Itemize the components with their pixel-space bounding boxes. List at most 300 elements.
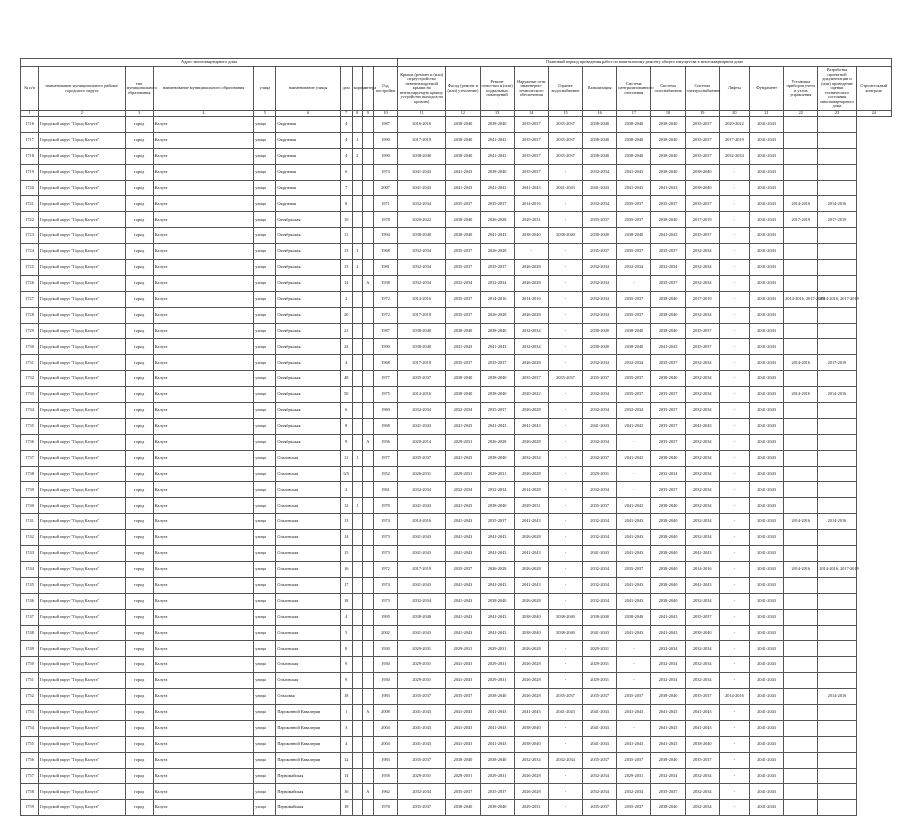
work-period-cell: 2026-2028 xyxy=(514,530,548,546)
work-period-cell xyxy=(784,275,818,291)
building-number-cell xyxy=(352,387,362,403)
work-period-cell: 2041-2043 xyxy=(398,164,446,180)
work-period-cell: 2041-2043 xyxy=(446,450,480,466)
work-period-cell: 2041-2043 xyxy=(398,720,446,736)
work-period-cell: 2032-2034 xyxy=(398,784,446,800)
work-period-cell: 2041-2043 xyxy=(749,307,783,323)
work-period-cell: 2038-2040 xyxy=(651,132,685,148)
work-period-cell: 2041-2043 xyxy=(749,530,783,546)
col-number: 8 xyxy=(352,111,362,117)
house-number-cell: 24 xyxy=(340,339,352,355)
work-period-cell: 2038-2040 xyxy=(398,609,446,625)
work-period-cell xyxy=(818,546,856,562)
work-period-cell: 2035-2037 xyxy=(651,387,685,403)
work-period-cell: 2026-2028 xyxy=(514,689,548,705)
work-period-cell xyxy=(784,720,818,736)
work-period-cell: 2035-2037 xyxy=(651,244,685,260)
district-name-cell: Городской округ "Город Калуга" xyxy=(39,196,125,212)
work-period-cell xyxy=(784,450,818,466)
col-number: 7 xyxy=(340,111,352,117)
district-name-cell: Городской округ "Город Калуга" xyxy=(39,784,125,800)
street-name-cell: Октябрьская xyxy=(276,244,340,260)
work-period-cell: 2035-2037 xyxy=(480,784,514,800)
work-period-cell: 2038-2040 xyxy=(548,625,582,641)
work-period-cell: 2035-2037 xyxy=(617,800,651,816)
work-period-cell: 2020-2014 xyxy=(398,434,446,450)
work-period-cell: 2038-2040 xyxy=(480,450,514,466)
work-period-cell: 2014-2016 xyxy=(818,514,856,530)
work-period-cell: 2038-2040 xyxy=(480,689,514,705)
work-period-cell: - xyxy=(617,275,651,291)
work-period-cell: 2035-2037 xyxy=(446,689,480,705)
municipality-name-cell: Калуга xyxy=(153,768,254,784)
street-type-cell: улица xyxy=(254,291,276,307)
building-number-cell xyxy=(352,291,362,307)
street-type-cell: улица xyxy=(254,514,276,530)
building-number-cell xyxy=(352,704,362,720)
work-period-cell: 2035-2037 xyxy=(617,561,651,577)
district-name-cell: Городской округ "Город Калуга" xyxy=(39,577,125,593)
table-row xyxy=(21,228,892,244)
work-period-cell: 2041-2043 xyxy=(749,339,783,355)
work-period-cell: 2041-2043 xyxy=(749,148,783,164)
work-period-cell: - xyxy=(617,673,651,689)
work-period-cell: 2038-2040 xyxy=(446,212,480,228)
municipality-name-cell: Калуга xyxy=(153,704,254,720)
work-period-cell xyxy=(818,164,856,180)
house-number-cell: 12 xyxy=(340,498,352,514)
building-number-cell: 1 xyxy=(352,244,362,260)
letter-cell xyxy=(362,689,373,705)
work-period-cell: - xyxy=(719,434,749,450)
work-period-cell: 2041-2043 xyxy=(617,736,651,752)
street-type-cell: улица xyxy=(254,657,276,673)
work-period-cell: 2032-2034 xyxy=(583,307,617,323)
building-number-cell xyxy=(352,736,362,752)
district-name-cell: Городской округ "Город Калуга" xyxy=(39,625,125,641)
district-name-cell: Городской округ "Город Калуга" xyxy=(39,768,125,784)
house-number-cell: 21 xyxy=(340,323,352,339)
row-number-cell: 1750 xyxy=(21,657,39,673)
district-name-cell: Городской округ "Город Калуга" xyxy=(39,466,125,482)
work-period-cell: - xyxy=(719,450,749,466)
work-period-cell: 2035-2037 xyxy=(685,132,719,148)
street-type-cell: улица xyxy=(254,196,276,212)
house-number-cell: 13 xyxy=(340,260,352,276)
work-period-cell: 2041-2043 xyxy=(749,323,783,339)
work-period-cell: 2038-2040 xyxy=(480,593,514,609)
work-period-cell: 2035-2037 xyxy=(651,275,685,291)
street-name-cell: Октябрьская xyxy=(276,387,340,403)
work-period-cell: 2038-2040 xyxy=(514,736,548,752)
letter-cell xyxy=(362,609,373,625)
work-period-cell: 2041-2043 xyxy=(617,418,651,434)
construction-year-cell: 2004 xyxy=(373,736,397,752)
district-name-cell: Городской округ "Город Калуга" xyxy=(39,355,125,371)
municipality-name-cell: Калуга xyxy=(153,577,254,593)
work-period-cell: 2035-2037 xyxy=(398,800,446,816)
district-name-cell: Городской округ "Город Калуга" xyxy=(39,291,125,307)
district-name-cell: Городской округ "Город Калуга" xyxy=(39,260,125,276)
work-period-cell: 2029-2031 xyxy=(480,641,514,657)
work-period-cell: - xyxy=(719,307,749,323)
work-period-cell: 2026-2028 xyxy=(514,275,548,291)
work-period-cell xyxy=(818,339,856,355)
work-period-cell: 2032-2034 xyxy=(685,371,719,387)
work-period-cell: 2041-2043 xyxy=(583,625,617,641)
work-period-cell: - xyxy=(548,355,582,371)
district-name-cell: Городской округ "Город Калуга" xyxy=(39,371,125,387)
work-period-cell: - xyxy=(719,546,749,562)
table-row xyxy=(21,132,892,148)
col-header: улица xyxy=(254,67,276,111)
construction-year-cell: 1977 xyxy=(373,450,397,466)
construction-year-cell: 1978 xyxy=(373,800,397,816)
work-period-cell: 2041-2043 xyxy=(749,212,783,228)
district-name-cell: Городской округ "Город Калуга" xyxy=(39,212,125,228)
work-period-cell: 2041-2043 xyxy=(446,609,480,625)
table-row xyxy=(21,339,892,355)
work-period-cell xyxy=(818,593,856,609)
col-number: 6 xyxy=(276,111,340,117)
municipality-type-cell: город xyxy=(125,148,153,164)
work-period-cell: 2032-2034 xyxy=(583,355,617,371)
house-number-cell: 14 xyxy=(340,275,352,291)
work-period-cell: 2035-2037 xyxy=(514,148,548,164)
district-name-cell: Городской округ "Город Калуга" xyxy=(39,434,125,450)
street-name-cell: Октябрьская xyxy=(276,275,340,291)
letter-cell xyxy=(362,625,373,641)
work-period-cell: 2035-2037 xyxy=(583,498,617,514)
municipality-type-cell: город xyxy=(125,323,153,339)
letter-cell xyxy=(362,228,373,244)
table-row xyxy=(21,387,892,403)
work-period-cell: 2041-2043 xyxy=(480,180,514,196)
work-period-cell: 2029-2031 xyxy=(446,641,480,657)
work-period-cell: 2038-2040 xyxy=(446,148,480,164)
work-period-cell: 2041-2043 xyxy=(446,593,480,609)
work-period-cell: 2041-2043 xyxy=(398,625,446,641)
work-period-cell: 2035-2037 xyxy=(480,355,514,371)
construction-year-cell: 1990 xyxy=(373,148,397,164)
street-type-cell: улица xyxy=(254,148,276,164)
street-type-cell: улица xyxy=(254,450,276,466)
building-number-cell xyxy=(352,355,362,371)
work-period-cell xyxy=(818,228,856,244)
municipality-name-cell: Калуга xyxy=(153,418,254,434)
work-period-cell: 2017-2019 xyxy=(719,132,749,148)
work-period-cell: 2032-2037 xyxy=(583,450,617,466)
work-period-cell: 2041-2043 xyxy=(446,577,480,593)
table-row xyxy=(21,323,892,339)
work-period-cell: - xyxy=(548,720,582,736)
work-period-cell: - xyxy=(548,212,582,228)
work-period-cell: 2032-2034 xyxy=(514,323,548,339)
work-period-cell xyxy=(784,752,818,768)
municipality-type-cell: город xyxy=(125,704,153,720)
letter-cell xyxy=(362,387,373,403)
street-name-cell: Окружная xyxy=(276,180,340,196)
table-row xyxy=(21,530,892,546)
municipality-name-cell: Калуга xyxy=(153,387,254,403)
work-period-cell: 2038-2040 xyxy=(583,609,617,625)
table-row xyxy=(21,148,892,164)
letter-cell xyxy=(362,641,373,657)
row-number-cell: 1731 xyxy=(21,355,39,371)
work-period-cell: 2041-2043 xyxy=(685,577,719,593)
work-period-cell: 2032-2034 xyxy=(685,260,719,276)
work-period-cell: 2026-2028 xyxy=(514,260,548,276)
building-number-cell xyxy=(352,371,362,387)
building-number-cell xyxy=(352,800,362,816)
work-period-cell: 2035-2037 xyxy=(514,117,548,133)
work-period-cell: - xyxy=(548,800,582,816)
street-name-cell: Окружная xyxy=(276,196,340,212)
work-period-cell: - xyxy=(719,164,749,180)
work-period-cell: 2029-2031 xyxy=(446,466,480,482)
street-type-cell: улица xyxy=(254,307,276,323)
letter-cell xyxy=(362,323,373,339)
work-period-cell xyxy=(784,117,818,133)
work-period-cell: 2032-2034 xyxy=(685,307,719,323)
building-number-cell xyxy=(352,641,362,657)
construction-year-cell: 1952 xyxy=(373,466,397,482)
work-period-cell: 2035-2037 xyxy=(548,689,582,705)
row-number-cell: 1758 xyxy=(21,784,39,800)
work-period-cell: - xyxy=(548,434,582,450)
work-period-cell: 2038-2040 xyxy=(446,371,480,387)
work-period-cell: 2035-2037 xyxy=(583,212,617,228)
work-period-cell: 2032-2034 xyxy=(651,641,685,657)
work-period-cell: - xyxy=(548,784,582,800)
work-period-cell xyxy=(818,466,856,482)
work-period-cell: 2032-2034 xyxy=(583,275,617,291)
municipality-name-cell: Калуга xyxy=(153,196,254,212)
work-period-cell xyxy=(818,784,856,800)
work-period-cell xyxy=(818,673,856,689)
municipality-name-cell: Калуга xyxy=(153,530,254,546)
work-period-cell: 2014-2016, 2017-2019 xyxy=(818,561,856,577)
work-period-cell: 2035-2037 xyxy=(651,403,685,419)
work-period-cell: 2041-2043 xyxy=(514,418,548,434)
work-period-cell: 2041-2043 xyxy=(446,339,480,355)
work-period-cell: 2041-2043 xyxy=(480,625,514,641)
work-period-cell: 2035-2037 xyxy=(446,291,480,307)
work-period-cell xyxy=(784,339,818,355)
work-period-cell: 2032-2034 xyxy=(446,403,480,419)
work-period-cell: 2038-2040 xyxy=(651,530,685,546)
work-period-cell xyxy=(818,307,856,323)
street-name-cell: Октябрьская xyxy=(276,291,340,307)
col-number: 24 xyxy=(856,111,891,117)
work-period-cell: - xyxy=(548,307,582,323)
work-period-cell: 2032-2034 xyxy=(398,403,446,419)
work-period-cell: 2032-2034 xyxy=(685,403,719,419)
municipality-name-cell: Калуга xyxy=(153,323,254,339)
work-period-cell: 2041-2043 xyxy=(651,625,685,641)
house-number-cell: 5 xyxy=(340,625,352,641)
house-number-cell: 2 xyxy=(340,291,352,307)
work-period-cell: 2014-2016 xyxy=(514,196,548,212)
street-type-cell: улица xyxy=(254,371,276,387)
work-period-cell: 2032-2034 xyxy=(583,482,617,498)
work-period-cell: 2041-2043 xyxy=(749,291,783,307)
house-number-cell: 6 xyxy=(340,403,352,419)
col-header: Система газоснабжения xyxy=(651,67,685,111)
street-name-cell: Пароконной Кавалерии xyxy=(276,704,340,720)
street-name-cell: Октябрьская xyxy=(276,212,340,228)
work-period-cell: 2041-2043 xyxy=(749,689,783,705)
row-number-cell: 1753 xyxy=(21,704,39,720)
municipality-name-cell: Калуга xyxy=(153,228,254,244)
letter-cell xyxy=(362,577,373,593)
house-number-cell: 13 xyxy=(340,514,352,530)
col-number: 17 xyxy=(617,111,651,117)
work-period-cell: 2038-2040 xyxy=(685,164,719,180)
work-period-cell: 2032-2034 xyxy=(617,355,651,371)
work-period-cell: 2041-2043 xyxy=(480,148,514,164)
work-period-cell xyxy=(784,180,818,196)
work-period-cell: 2032-2034 xyxy=(398,244,446,260)
construction-year-cell: 1979 xyxy=(373,498,397,514)
table-row xyxy=(21,704,892,720)
work-period-cell: 2041-2043 xyxy=(749,641,783,657)
house-number-cell: 16 xyxy=(340,784,352,800)
work-period-cell: 2041-2043 xyxy=(446,657,480,673)
work-period-cell: 2041-2043 xyxy=(480,418,514,434)
work-period-cell: 2041-2043 xyxy=(480,132,514,148)
house-number-cell: 4 xyxy=(340,148,352,164)
construction-year-cell: 1994 xyxy=(373,228,397,244)
work-period-cell: 2029-2031 xyxy=(398,768,446,784)
street-name-cell: Ольговская xyxy=(276,482,340,498)
letter-cell xyxy=(362,720,373,736)
work-period-cell: 2035-2037 xyxy=(446,784,480,800)
letter-cell xyxy=(362,355,373,371)
work-period-cell: 2026-2028 xyxy=(514,673,548,689)
work-period-cell: 2014-2016 xyxy=(818,387,856,403)
building-number-cell: 1 xyxy=(352,450,362,466)
work-period-cell: 2041-2043 xyxy=(749,784,783,800)
work-period-cell: 2041-2043 xyxy=(617,180,651,196)
house-number-cell: 50 xyxy=(340,387,352,403)
building-number-cell xyxy=(352,418,362,434)
street-type-cell: улица xyxy=(254,768,276,784)
building-number-cell xyxy=(352,228,362,244)
work-period-cell: - xyxy=(548,196,582,212)
work-period-cell: 2038-2040 xyxy=(446,387,480,403)
work-period-cell: 2038-2040 xyxy=(480,164,514,180)
street-type-cell: улица xyxy=(254,641,276,657)
work-period-cell: 2041-2043 xyxy=(446,704,480,720)
work-period-cell: 2014-2016, 2017-2019 xyxy=(784,291,818,307)
work-period-cell: 2041-2043 xyxy=(583,704,617,720)
work-period-cell: - xyxy=(719,498,749,514)
row-number-cell: 1721 xyxy=(21,196,39,212)
work-period-cell: 2035-2037 xyxy=(548,132,582,148)
work-period-cell: 2041-2043 xyxy=(514,180,548,196)
col-header: наименование улицы xyxy=(276,67,340,111)
work-period-cell: 2014-2016 xyxy=(784,387,818,403)
work-period-cell: 2032-2034 xyxy=(651,657,685,673)
district-name-cell: Городской округ "Город Калуга" xyxy=(39,323,125,339)
work-period-cell: - xyxy=(719,466,749,482)
street-name-cell: Ольговская xyxy=(276,657,340,673)
work-period-cell: 2038-2040 xyxy=(446,323,480,339)
district-name-cell: Городской округ "Город Калуга" xyxy=(39,736,125,752)
work-period-cell: 2032-2034 xyxy=(685,387,719,403)
municipality-type-cell: город xyxy=(125,673,153,689)
work-period-cell: 2041-2043 xyxy=(514,546,548,562)
house-number-cell: 13 xyxy=(340,244,352,260)
work-period-cell: 2041-2043 xyxy=(749,514,783,530)
table-row xyxy=(21,403,892,419)
street-name-cell: Ольговская xyxy=(276,498,340,514)
work-period-cell xyxy=(818,625,856,641)
work-period-cell: - xyxy=(719,323,749,339)
municipality-name-cell: Калуга xyxy=(153,784,254,800)
work-period-cell: 2035-2037 xyxy=(514,371,548,387)
work-period-cell: 2038-2040 xyxy=(583,117,617,133)
work-period-cell xyxy=(818,641,856,657)
work-period-cell: 2038-2040 xyxy=(651,800,685,816)
work-period-cell: 2035-2037 xyxy=(685,228,719,244)
work-period-cell: 2041-2043 xyxy=(749,117,783,133)
building-number-cell xyxy=(352,117,362,133)
work-period-cell: 2035-2037 xyxy=(398,450,446,466)
work-period-cell: 2029-2031 xyxy=(514,212,548,228)
district-name-cell: Городской округ "Город Калуга" xyxy=(39,498,125,514)
letter-cell xyxy=(362,450,373,466)
street-type-cell: улица xyxy=(254,784,276,800)
district-name-cell: Городской округ "Город Калуга" xyxy=(39,117,125,133)
municipality-type-cell: город xyxy=(125,720,153,736)
work-period-cell: 2038-2040 xyxy=(548,609,582,625)
plan-group-header: Плановый период проведения работ по капитальному ремонту общего имущества в многоквартирном доме xyxy=(398,59,892,67)
work-period-cell: 2029-2031 xyxy=(398,641,446,657)
work-period-cell: 2041-2043 xyxy=(480,577,514,593)
work-period-cell xyxy=(784,704,818,720)
work-period-cell: - xyxy=(548,403,582,419)
municipality-name-cell: Калуга xyxy=(153,466,254,482)
municipality-type-cell: город xyxy=(125,450,153,466)
work-period-cell: 2035-2037 xyxy=(446,260,480,276)
construction-year-cell: 1981 xyxy=(373,260,397,276)
work-period-cell: 2038-2040 xyxy=(514,720,548,736)
work-period-cell: 2032-2034 xyxy=(514,450,548,466)
work-period-cell: 2041-2043 xyxy=(548,180,582,196)
building-number-cell xyxy=(352,323,362,339)
work-period-cell: 2032-2034 xyxy=(651,466,685,482)
work-period-cell: 2032-2034 xyxy=(583,514,617,530)
work-period-cell: 2041-2043 xyxy=(480,530,514,546)
work-period-cell: - xyxy=(719,275,749,291)
work-period-cell: 2029-2031 xyxy=(480,657,514,673)
row-number-cell: 1733 xyxy=(21,387,39,403)
work-period-cell: 2029-2031 xyxy=(446,434,480,450)
work-period-cell xyxy=(784,641,818,657)
street-type-cell: улица xyxy=(254,244,276,260)
work-period-cell: 2038-2040 xyxy=(651,164,685,180)
letter-cell xyxy=(362,307,373,323)
work-period-cell: - xyxy=(548,736,582,752)
municipality-type-cell: город xyxy=(125,212,153,228)
work-period-cell: 2035-2037 xyxy=(446,244,480,260)
work-period-cell: 2035-2037 xyxy=(617,307,651,323)
work-period-cell: 2017-2019 xyxy=(784,212,818,228)
work-period-cell: 2035-2037 xyxy=(685,148,719,164)
building-number-cell xyxy=(352,546,362,562)
